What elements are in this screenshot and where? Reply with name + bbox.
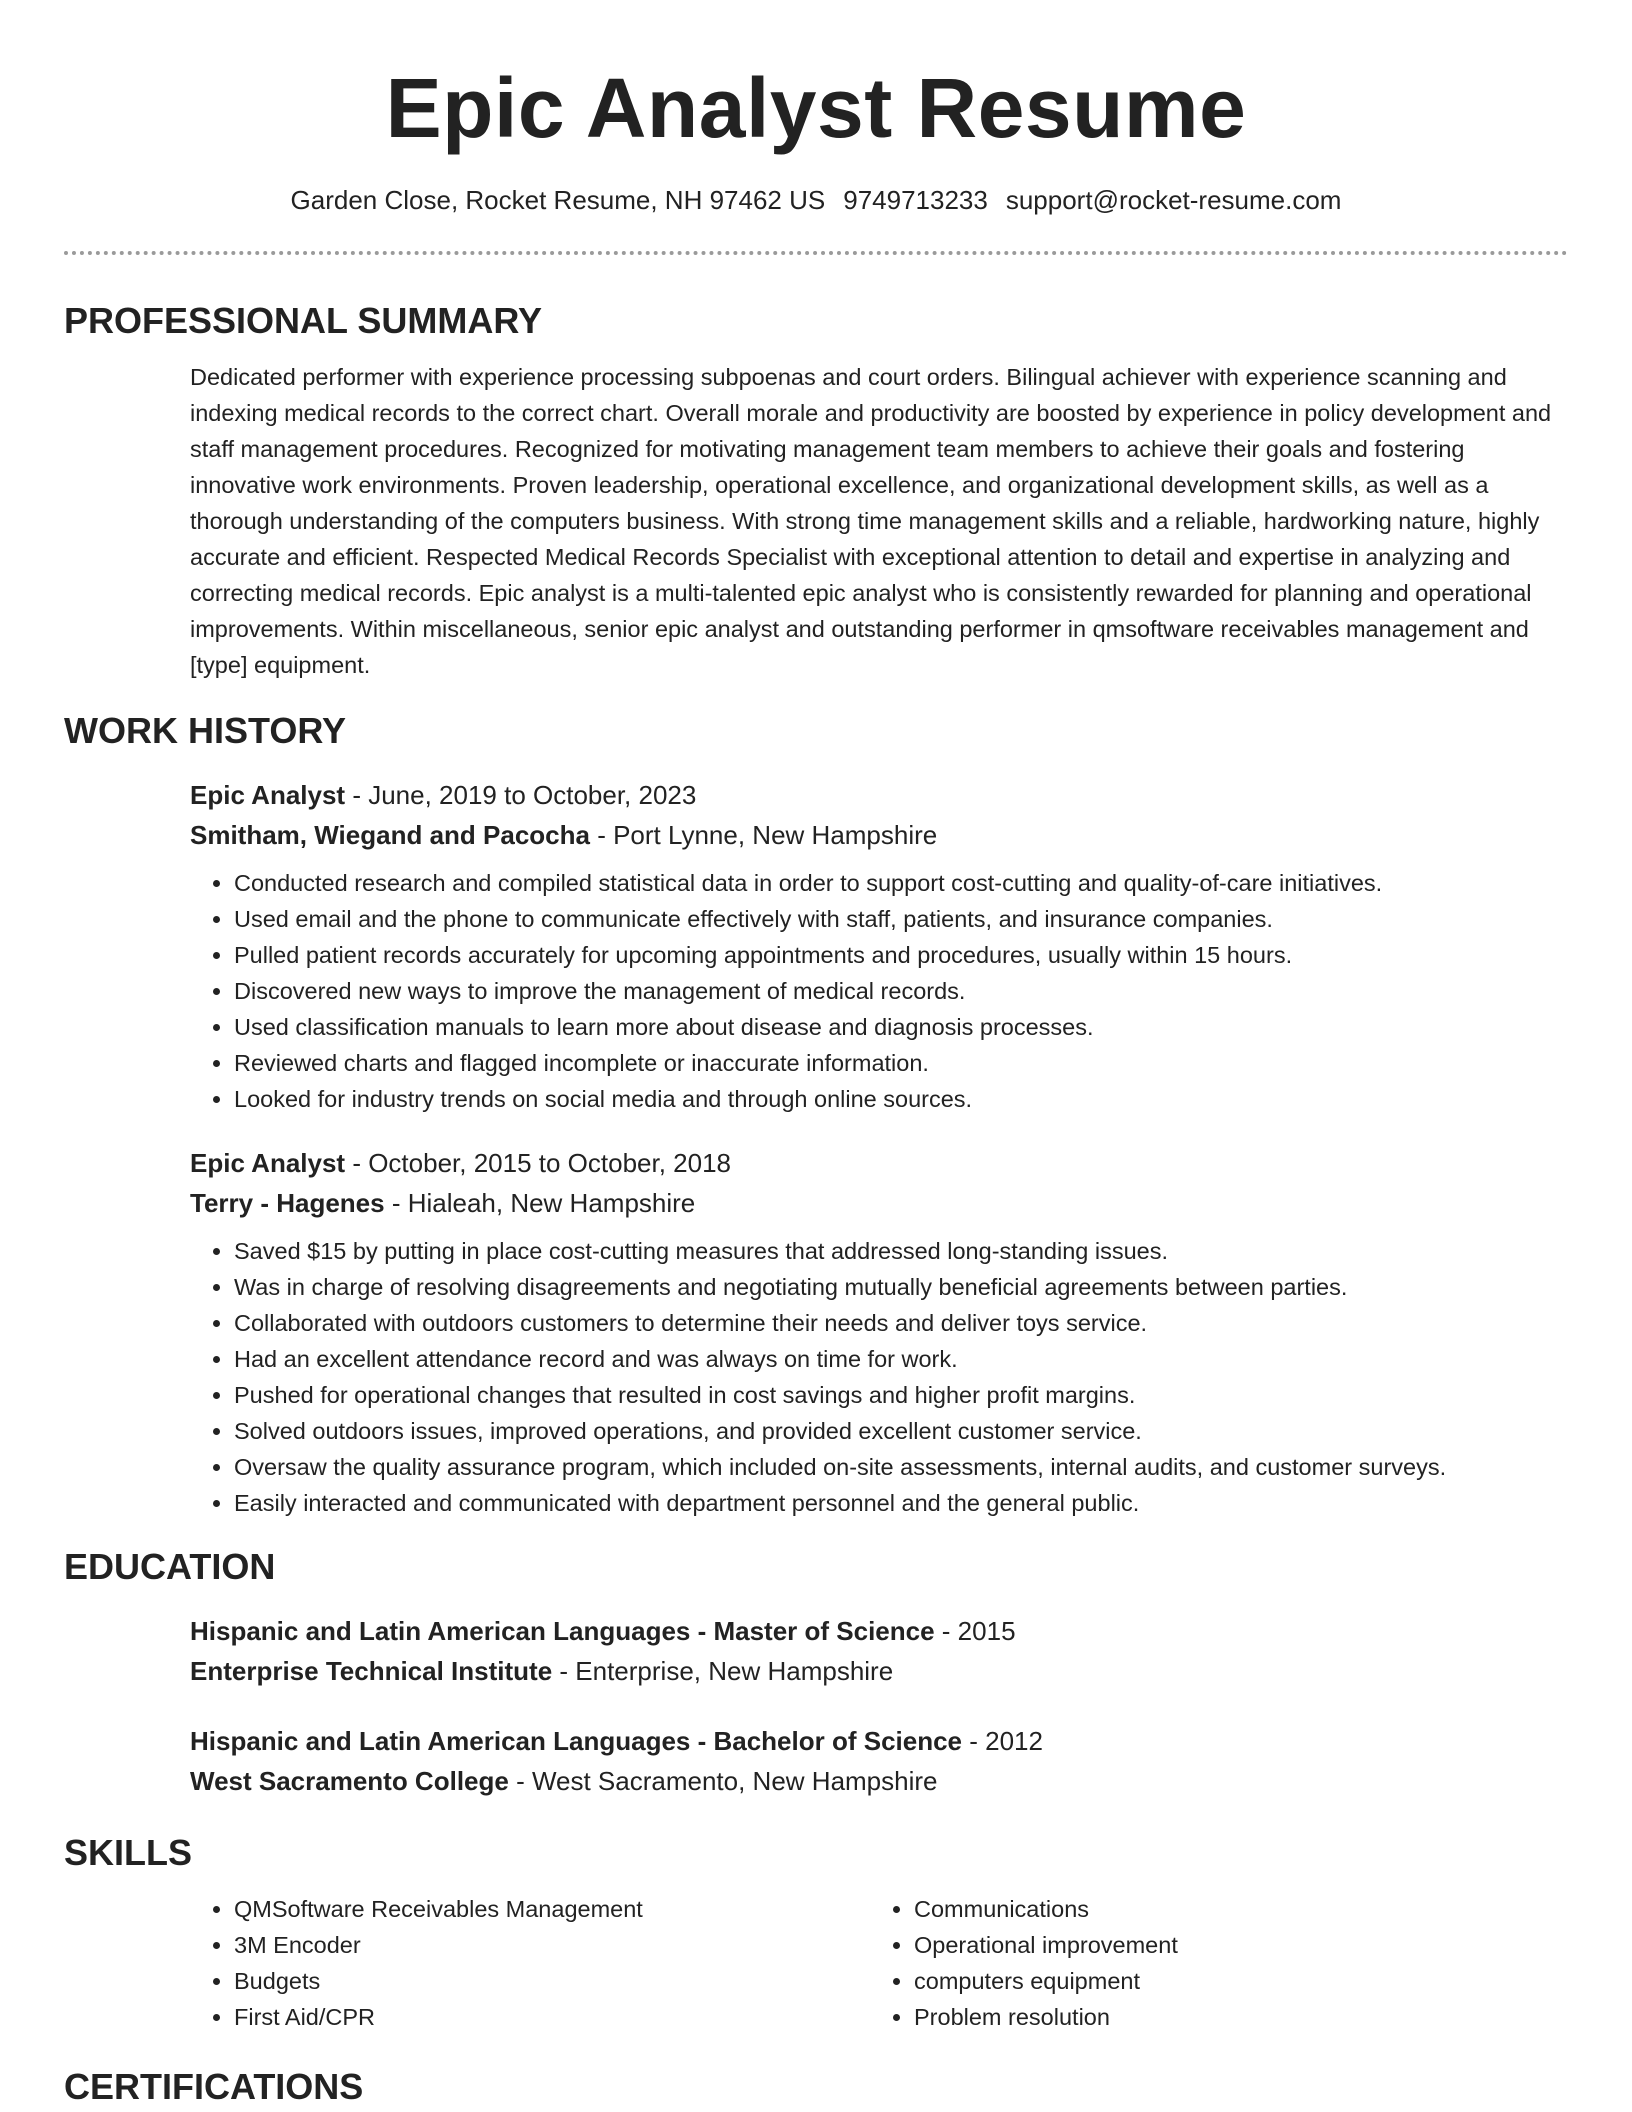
skills-column-left [190,1891,870,2035]
list-item: • Collaborated with outdoors customers to determine their needs and deliver toys service. [234,1305,1568,1341]
list-item: • Used email and the phone to communicate effectively with staff, patients, and insurance companies. [234,901,1568,937]
certifications-heading: CERTIFICATIONS [64,2066,364,2107]
job-dates: - June, 2019 to October, 2023 [345,780,697,810]
list-item: • Pushed for operational changes that resulted in cost savings and higher profit margins. [234,1377,1568,1413]
list-item: • Operational improvement [914,1927,1514,1963]
list-item: • Conducted research and compiled statistical data in order to support cost-cutting and quality-of-care initiatives. [234,865,1568,901]
job-company: Smitham, Wiegand and Pacocha [190,820,590,850]
job-dates: - October, 2015 to October, 2018 [345,1148,732,1178]
school: West Sacramento College [190,1766,509,1796]
education-entry [190,1611,1568,1691]
list-item: • Used classification manuals to learn more about disease and diagnosis processes. [234,1009,1568,1045]
job-bullets [190,865,1568,1117]
skills-list [190,1891,1568,2035]
list-item: • Was in charge of resolving disagreements and negotiating mutually beneficial agreements between parties. [234,1269,1568,1305]
skills-heading: SKILLS [64,1832,193,1873]
list-item: • 3M Encoder [234,1927,870,1963]
job-company-line [190,1183,1568,1223]
job-entry [190,1143,1568,1223]
school-location: - Enterprise, New Hampshire [552,1656,894,1686]
job-bullets [190,1233,1568,1521]
job-location: - Hialeah, New Hampshire [384,1188,696,1218]
education-heading: EDUCATION [64,1546,276,1587]
degree-line [190,1611,1568,1651]
work-history-heading: WORK HISTORY [64,710,347,751]
header-divider [64,251,1568,255]
summary-text: Dedicated performer with experience processing subpoenas and court orders. Bilingual achiever with experience scanning and indexing medical records to the correct chart. Overall morale and productivity are boosted by experience in policy development and staff management procedures. Recognized for motivating management team members to achieve their goals and fostering innovative work environments. Proven leadership, operational excellence, and organizational development skills, as well as a thorough understanding of the computers business. With strong time management skills and a reliable, hardworking nature, highly accurate and efficient. Respected Medical Records Specialist with exceptional attention to detail and expertise in analyzing and correcting medical records. Epic analyst is a multi-talented epic analyst who is consistently rewarded for planning and operational improvements. Within miscellaneous, senior epic analyst and outstanding performer in qmsoftware receivables management and [type] equipment. [190,364,1552,678]
list-item: • Pulled patient records accurately for upcoming appointments and procedures, usually within 15 hours. [234,937,1568,973]
school-line [190,1651,1568,1691]
contact-address: Garden Close, Rocket Resume, NH 97462 US [290,185,826,215]
list-item: • Reviewed charts and flagged incomplete or inaccurate information. [234,1045,1568,1081]
degree-year: - 2012 [962,1726,1043,1756]
job-location: - Port Lynne, New Hampshire [589,820,938,850]
list-item: • Problem resolution [914,1999,1514,2035]
list-item: • Communications [914,1891,1514,1927]
list-item: • Had an excellent attendance record and was always on time for work. [234,1341,1568,1377]
list-item: • QMSoftware Receivables Management [234,1891,870,1927]
job-title: Epic Analyst [190,1148,346,1178]
list-item: • Looked for industry trends on social media and through online sources. [234,1081,1568,1117]
list-item: • Oversaw the quality assurance program, which included on-site assessments, internal audits, and customer surveys. [234,1449,1568,1485]
school-line [190,1761,1568,1801]
list-item: • computers equipment [914,1963,1514,1999]
list-item: • Budgets [234,1963,870,1999]
list-item: • Easily interacted and communicated with department personnel and the general public. [234,1485,1568,1521]
skills-column-right [870,1891,1514,2035]
contact-email: support@rocket-resume.com [1005,185,1342,215]
summary-heading: PROFESSIONAL SUMMARY [64,300,543,341]
degree-line [190,1721,1568,1761]
list-item: • Solved outdoors issues, improved operations, and provided excellent customer service. [234,1413,1568,1449]
contact-line [64,182,1568,218]
job-title-line [190,1143,1568,1183]
list-item: • Discovered new ways to improve the management of medical records. [234,973,1568,1009]
school-location: - West Sacramento, New Hampshire [508,1766,938,1796]
school: Enterprise Technical Institute [190,1656,553,1686]
degree-year: - 2015 [934,1616,1016,1646]
resume-title: Epic Analyst Resume [385,61,1247,155]
job-entry [190,775,1568,855]
degree: Hispanic and Latin American Languages - Master of Science [190,1616,935,1646]
job-title: Epic Analyst [190,780,346,810]
resume-page [64,0,1568,2109]
contact-phone: 9749713233 [843,185,988,215]
list-item: • First Aid/CPR [234,1999,870,2035]
job-company-line [190,815,1568,855]
job-title-line [190,775,1568,815]
job-company: Terry - Hagenes [190,1188,385,1218]
education-entry [190,1721,1568,1801]
degree: Hispanic and Latin American Languages - Bachelor of Science [190,1726,963,1756]
list-item: • Saved $15 by putting in place cost-cutting measures that addressed long-standing issues. [234,1233,1568,1269]
